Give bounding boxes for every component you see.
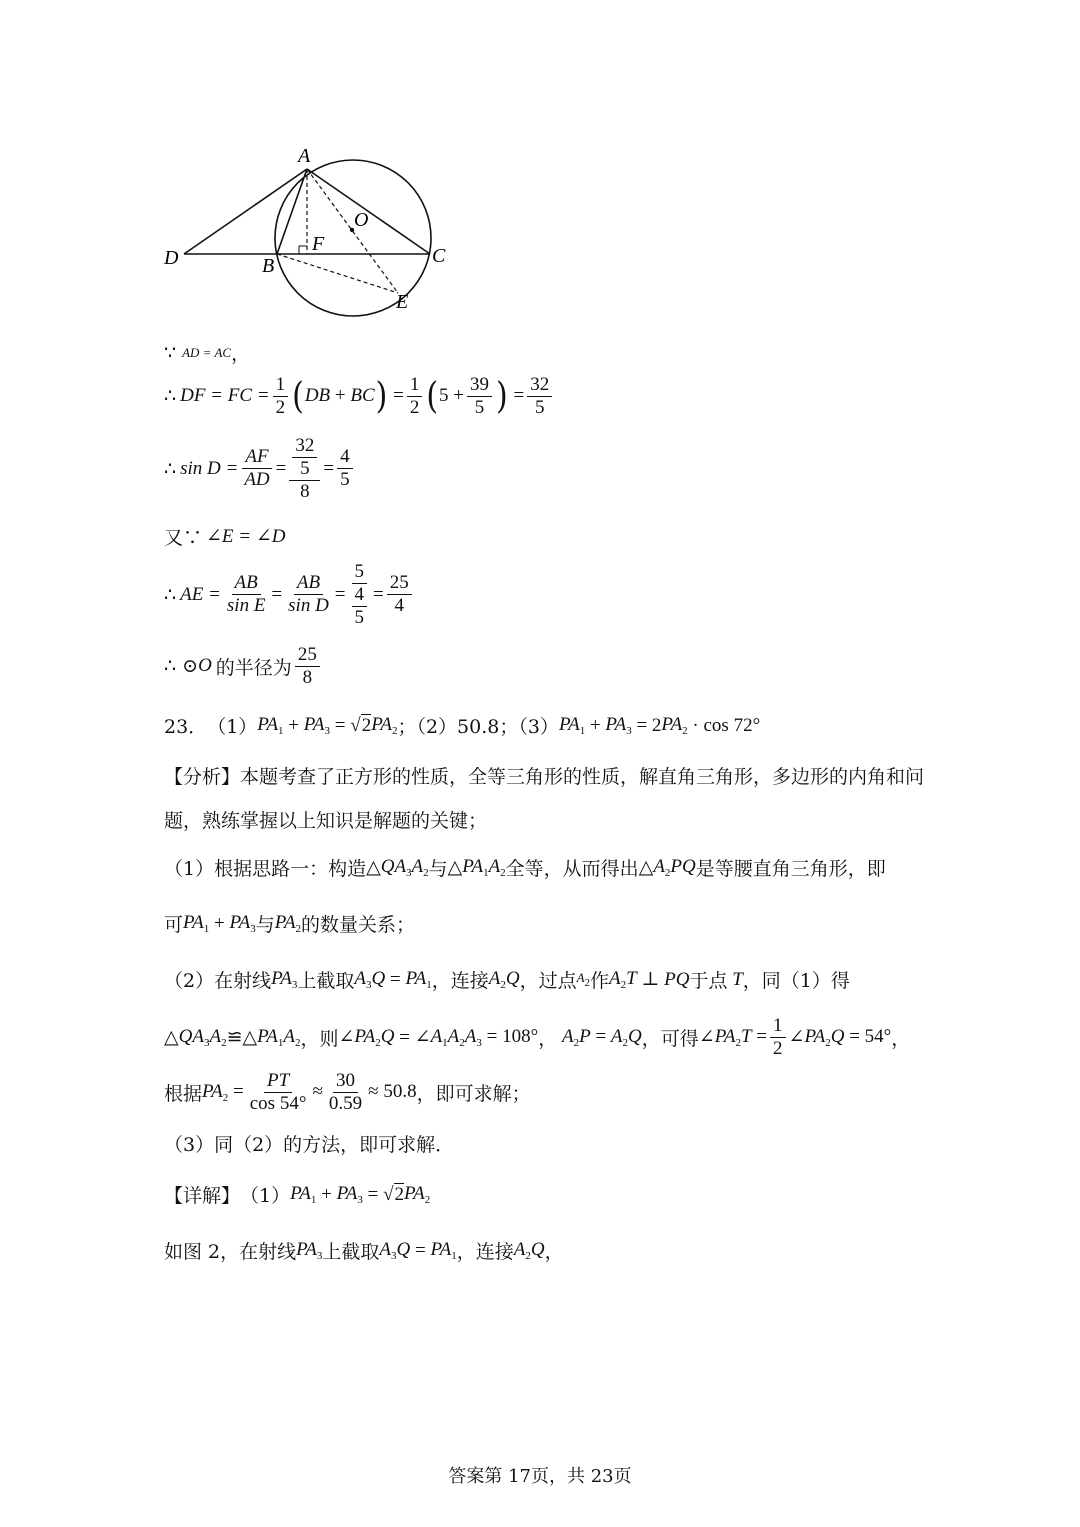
analysis-line-2: 题，熟练掌握以上知识是解题的关键； (164, 810, 488, 832)
label-b: B (262, 255, 275, 277)
therefore-sin-line: ∴ sin D = $\frac{AF}{AD}$ = $\frac{\frac{32}{5}}{8}$ = $\frac{4}{5}$ (164, 436, 356, 502)
step2-line-2: △ $QA_3A_2$ ≌△ $PA_1A_2$ ，则 ∠ $PA_2Q$ = ∠ $A_1A_2A_3$ = 108° ， $A_2P$ = $A_2Q$ ，可得 ∠ $PA_2T$ = $\frac{1}{2}$ ∠ $PA_2Q$ = 54° ， (164, 1015, 911, 1059)
step1-line-2: 可 $PA_1$ + $PA_3$ 与 $PA_2$ 的数量关系； (164, 912, 416, 936)
df-result: $\frac{32}{5}$ (527, 375, 552, 418)
label-c: C (432, 245, 446, 267)
therefore-df-line: ∴ DF = FC = $\frac{1}{2}$ ( DB + BC ) = $\frac{1}{2}$ ( 5 + $\frac{39}{5}$ ) = $\frac{32}{5}$ (164, 375, 555, 418)
fig2-line: 如图 2，在射线 $PA_3$ 上截取 $A_3Q$ = $PA_1$ ，连接 $A_2Q$ ， (164, 1239, 564, 1263)
angle-equal-line: 又∵ ∠E = ∠D (164, 526, 286, 549)
detail-line: 【详解】 （1） $PA_1$ + $PA_3$ = √2 $PA_2$ (164, 1183, 431, 1207)
step1-line-1: （1）根据思路一：构造 △ $QA_3A_2$ 与 △ $PA_1A_2$ 全等，从而得出 △ $A_2PQ$ 是等腰直角三角形，即 (164, 856, 886, 880)
therefore-ae-line: ∴ AE = $\frac{AB}{\text{sin E}}$ = $\frac{AB}{\text{sin D}}$ = $\frac{5}{\frac{4}{5}}$ = $\frac{25}{4}$ (164, 562, 415, 628)
ae-result: $\frac{25}{4}$ (387, 573, 412, 616)
analysis-line-1: 【分析】 本题考查了正方形的性质，全等三角形的性质，解直角三角形，多边形的内角和问 (164, 766, 925, 788)
because-ad-ac: ∵ AD = AC ， (164, 341, 251, 365)
radius-line: ∴ ⊙ O 的半径为 $\frac{25}{8}$ (164, 645, 323, 688)
sin-result: $\frac{4}{5}$ (337, 447, 353, 490)
step2-line-1: （2）在射线 $PA_3$ 上截取 $A_3Q$ = $PA_1$ ，连接 $A_2Q$ ，过点 $A_2$ 作 $A_2T$ ⊥ PQ 于点 T ，同（1）得 (164, 968, 850, 992)
step3-line: （3）同（2）的方法，即可求解． (164, 1134, 455, 1156)
label-d: D (164, 247, 179, 269)
label-o: O (354, 209, 369, 231)
geometry-figure (160, 140, 480, 320)
step2-line-3: 根据 $PA_2$ = $\frac{PT}{\cos 54^\circ}$ ≈ $\frac{30}{0.59}$ ≈ 50.8 ，即可求解； (164, 1070, 531, 1114)
label-e: E (396, 291, 409, 313)
page-footer: 答案第 17页，共 23页 (448, 1466, 632, 1487)
radius-value: $\frac{25}{8}$ (295, 645, 320, 688)
label-f: F (312, 233, 325, 255)
label-a: A (298, 145, 311, 167)
q23-answer-line: 23． （1） $PA_1$ + $PA_3$ = √2 $PA_2$ ；（2）50.8；（3） $PA_1$ + $PA_3$ = 2 $PA_2$ · cos 72° (164, 714, 761, 738)
